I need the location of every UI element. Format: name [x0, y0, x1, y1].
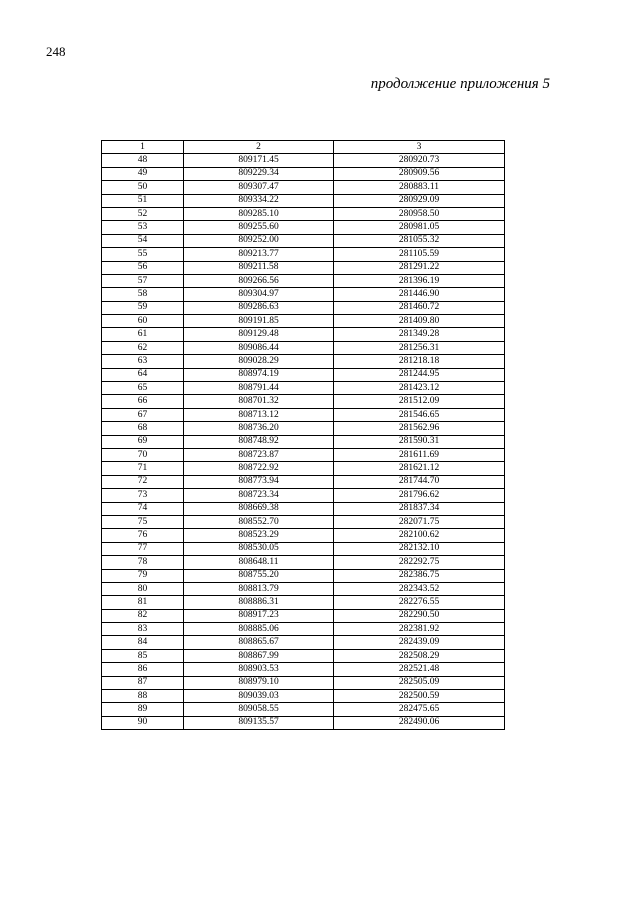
table-row: [102, 181, 505, 194]
x-coordinate-cell: 808974.19: [184, 368, 334, 381]
x-coordinate-cell: 809304.97: [184, 288, 334, 301]
x-coordinate-cell: 808552.70: [184, 515, 334, 528]
point-number-cell: 57: [102, 274, 184, 287]
table-row: [102, 448, 505, 461]
y-coordinate-cell: 280909.56: [334, 167, 505, 180]
point-number-cell: 74: [102, 502, 184, 515]
x-coordinate-cell: 808736.20: [184, 422, 334, 435]
x-coordinate-cell: 809135.57: [184, 716, 334, 729]
table-row: [102, 207, 505, 220]
x-coordinate-cell: 808886.31: [184, 596, 334, 609]
point-number-cell: 73: [102, 489, 184, 502]
x-coordinate-cell: 809266.56: [184, 274, 334, 287]
y-coordinate-cell: 282508.29: [334, 649, 505, 662]
table-row: [102, 663, 505, 676]
point-number-cell: 79: [102, 569, 184, 582]
table-row: [102, 556, 505, 569]
y-coordinate-cell: 282475.65: [334, 703, 505, 716]
x-coordinate-cell: 808813.79: [184, 582, 334, 595]
point-number-cell: 71: [102, 462, 184, 475]
point-number-cell: 53: [102, 221, 184, 234]
y-coordinate-cell: 282071.75: [334, 515, 505, 528]
y-coordinate-cell: 282381.92: [334, 623, 505, 636]
x-coordinate-cell: 808791.44: [184, 382, 334, 395]
x-coordinate-cell: 808885.06: [184, 623, 334, 636]
table-row: [102, 475, 505, 488]
y-coordinate-cell: 281796.62: [334, 489, 505, 502]
table-row: [102, 395, 505, 408]
table-row: [102, 368, 505, 381]
point-number-cell: 62: [102, 341, 184, 354]
point-number-cell: 59: [102, 301, 184, 314]
table-row: [102, 703, 505, 716]
table-row: [102, 529, 505, 542]
point-number-cell: 58: [102, 288, 184, 301]
x-coordinate-cell: 809286.63: [184, 301, 334, 314]
point-number-cell: 61: [102, 328, 184, 341]
y-coordinate-cell: 282386.75: [334, 569, 505, 582]
y-coordinate-cell: 282521.48: [334, 663, 505, 676]
table-row: [102, 167, 505, 180]
y-coordinate-cell: 281546.65: [334, 408, 505, 421]
x-coordinate-cell: 808669.38: [184, 502, 334, 515]
x-coordinate-cell: 809129.48: [184, 328, 334, 341]
y-coordinate-cell: 282292.75: [334, 556, 505, 569]
point-number-cell: 70: [102, 448, 184, 461]
point-number-cell: 75: [102, 515, 184, 528]
table-row: [102, 301, 505, 314]
x-coordinate-cell: 808723.87: [184, 448, 334, 461]
x-coordinate-cell: 809334.22: [184, 194, 334, 207]
x-coordinate-cell: 809307.47: [184, 181, 334, 194]
table-row: [102, 408, 505, 421]
point-number-cell: 83: [102, 623, 184, 636]
y-coordinate-cell: 281256.31: [334, 341, 505, 354]
point-number-cell: 67: [102, 408, 184, 421]
y-coordinate-cell: 282290.50: [334, 609, 505, 622]
point-number-cell: 55: [102, 248, 184, 261]
point-number-cell: 63: [102, 355, 184, 368]
table-row: [102, 489, 505, 502]
table-row: [102, 716, 505, 729]
y-coordinate-cell: 281055.32: [334, 234, 505, 247]
x-coordinate-cell: 808755.20: [184, 569, 334, 582]
column-header-3: 3: [334, 141, 505, 154]
table-row: [102, 288, 505, 301]
y-coordinate-cell: 282276.55: [334, 596, 505, 609]
y-coordinate-cell: 281562.96: [334, 422, 505, 435]
table-row: [102, 194, 505, 207]
x-coordinate-cell: 808648.11: [184, 556, 334, 569]
x-coordinate-cell: 809086.44: [184, 341, 334, 354]
table-row: [102, 328, 505, 341]
y-coordinate-cell: 280929.09: [334, 194, 505, 207]
table-row: [102, 341, 505, 354]
table-row: [102, 502, 505, 515]
table-row: [102, 542, 505, 555]
y-coordinate-cell: 281218.18: [334, 355, 505, 368]
y-coordinate-cell: 281349.28: [334, 328, 505, 341]
table-row: [102, 248, 505, 261]
x-coordinate-cell: 808979.10: [184, 676, 334, 689]
x-coordinate-cell: 809211.58: [184, 261, 334, 274]
point-number-cell: 68: [102, 422, 184, 435]
x-coordinate-cell: 809028.29: [184, 355, 334, 368]
y-coordinate-cell: 282490.06: [334, 716, 505, 729]
x-coordinate-cell: 808530.05: [184, 542, 334, 555]
table-row: [102, 690, 505, 703]
y-coordinate-cell: 281244.95: [334, 368, 505, 381]
x-coordinate-cell: 809171.45: [184, 154, 334, 167]
x-coordinate-cell: 808713.12: [184, 408, 334, 421]
y-coordinate-cell: 282100.62: [334, 529, 505, 542]
point-number-cell: 72: [102, 475, 184, 488]
y-coordinate-cell: 282132.10: [334, 542, 505, 555]
x-coordinate-cell: 808865.67: [184, 636, 334, 649]
point-number-cell: 69: [102, 435, 184, 448]
y-coordinate-cell: 281396.19: [334, 274, 505, 287]
table-row: [102, 569, 505, 582]
table-row: [102, 221, 505, 234]
table-row: [102, 582, 505, 595]
table-row: [102, 649, 505, 662]
x-coordinate-cell: 808722.92: [184, 462, 334, 475]
point-number-cell: 77: [102, 542, 184, 555]
point-number-cell: 76: [102, 529, 184, 542]
x-coordinate-cell: 808773.94: [184, 475, 334, 488]
y-coordinate-cell: 281837.34: [334, 502, 505, 515]
table-row: [102, 462, 505, 475]
y-coordinate-cell: 281590.31: [334, 435, 505, 448]
point-number-cell: 66: [102, 395, 184, 408]
point-number-cell: 65: [102, 382, 184, 395]
x-coordinate-cell: 809252.00: [184, 234, 334, 247]
table-row: [102, 515, 505, 528]
point-number-cell: 88: [102, 690, 184, 703]
point-number-cell: 64: [102, 368, 184, 381]
x-coordinate-cell: 809058.55: [184, 703, 334, 716]
point-number-cell: 80: [102, 582, 184, 595]
point-number-cell: 54: [102, 234, 184, 247]
point-number-cell: 60: [102, 315, 184, 328]
y-coordinate-cell: 280920.73: [334, 154, 505, 167]
point-number-cell: 87: [102, 676, 184, 689]
table-row: [102, 676, 505, 689]
continuation-label: продолжение приложения 5: [370, 76, 550, 92]
y-coordinate-cell: 280958.50: [334, 207, 505, 220]
y-coordinate-cell: 281291.22: [334, 261, 505, 274]
table-row: [102, 154, 505, 167]
table-row: [102, 261, 505, 274]
x-coordinate-cell: 809229.34: [184, 167, 334, 180]
column-header-1: 1: [102, 141, 184, 154]
table-row: [102, 382, 505, 395]
x-coordinate-cell: 809039.03: [184, 690, 334, 703]
point-number-cell: 49: [102, 167, 184, 180]
y-coordinate-cell: 281409.80: [334, 315, 505, 328]
y-coordinate-cell: 281460.72: [334, 301, 505, 314]
point-number-cell: 84: [102, 636, 184, 649]
table-row: [102, 422, 505, 435]
y-coordinate-cell: 282439.09: [334, 636, 505, 649]
point-number-cell: 52: [102, 207, 184, 220]
y-coordinate-cell: 281512.09: [334, 395, 505, 408]
x-coordinate-cell: 809255.60: [184, 221, 334, 234]
x-coordinate-cell: 809285.10: [184, 207, 334, 220]
y-coordinate-cell: 280883.11: [334, 181, 505, 194]
point-number-cell: 50: [102, 181, 184, 194]
table-row: [102, 609, 505, 622]
x-coordinate-cell: 808867.99: [184, 649, 334, 662]
page-number: 248: [46, 44, 66, 59]
point-number-cell: 90: [102, 716, 184, 729]
x-coordinate-cell: 809191.85: [184, 315, 334, 328]
y-coordinate-cell: 281744.70: [334, 475, 505, 488]
table-row: [102, 636, 505, 649]
point-number-cell: 51: [102, 194, 184, 207]
column-header-2: 2: [184, 141, 334, 154]
x-coordinate-cell: 808523.29: [184, 529, 334, 542]
table-body: [102, 154, 505, 730]
x-coordinate-cell: 808748.92: [184, 435, 334, 448]
x-coordinate-cell: 808723.34: [184, 489, 334, 502]
point-number-cell: 78: [102, 556, 184, 569]
table-row: [102, 315, 505, 328]
point-number-cell: 48: [102, 154, 184, 167]
y-coordinate-cell: 281621.12: [334, 462, 505, 475]
x-coordinate-cell: 809213.77: [184, 248, 334, 261]
x-coordinate-cell: 808917.23: [184, 609, 334, 622]
point-number-cell: 82: [102, 609, 184, 622]
x-coordinate-cell: 808701.32: [184, 395, 334, 408]
table-header-row: [102, 141, 505, 154]
y-coordinate-cell: 281105.59: [334, 248, 505, 261]
table-row: [102, 355, 505, 368]
y-coordinate-cell: 282505.09: [334, 676, 505, 689]
y-coordinate-cell: 280981.05: [334, 221, 505, 234]
point-number-cell: 85: [102, 649, 184, 662]
point-number-cell: 81: [102, 596, 184, 609]
y-coordinate-cell: 281611.69: [334, 448, 505, 461]
x-coordinate-cell: 808903.53: [184, 663, 334, 676]
table-row: [102, 274, 505, 287]
point-number-cell: 56: [102, 261, 184, 274]
y-coordinate-cell: 282500.59: [334, 690, 505, 703]
table-row: [102, 234, 505, 247]
table-row: [102, 596, 505, 609]
point-number-cell: 86: [102, 663, 184, 676]
table-row: [102, 623, 505, 636]
point-number-cell: 89: [102, 703, 184, 716]
table-row: [102, 435, 505, 448]
y-coordinate-cell: 281446.90: [334, 288, 505, 301]
y-coordinate-cell: 281423.12: [334, 382, 505, 395]
y-coordinate-cell: 282343.52: [334, 582, 505, 595]
coordinates-table: [101, 140, 505, 730]
